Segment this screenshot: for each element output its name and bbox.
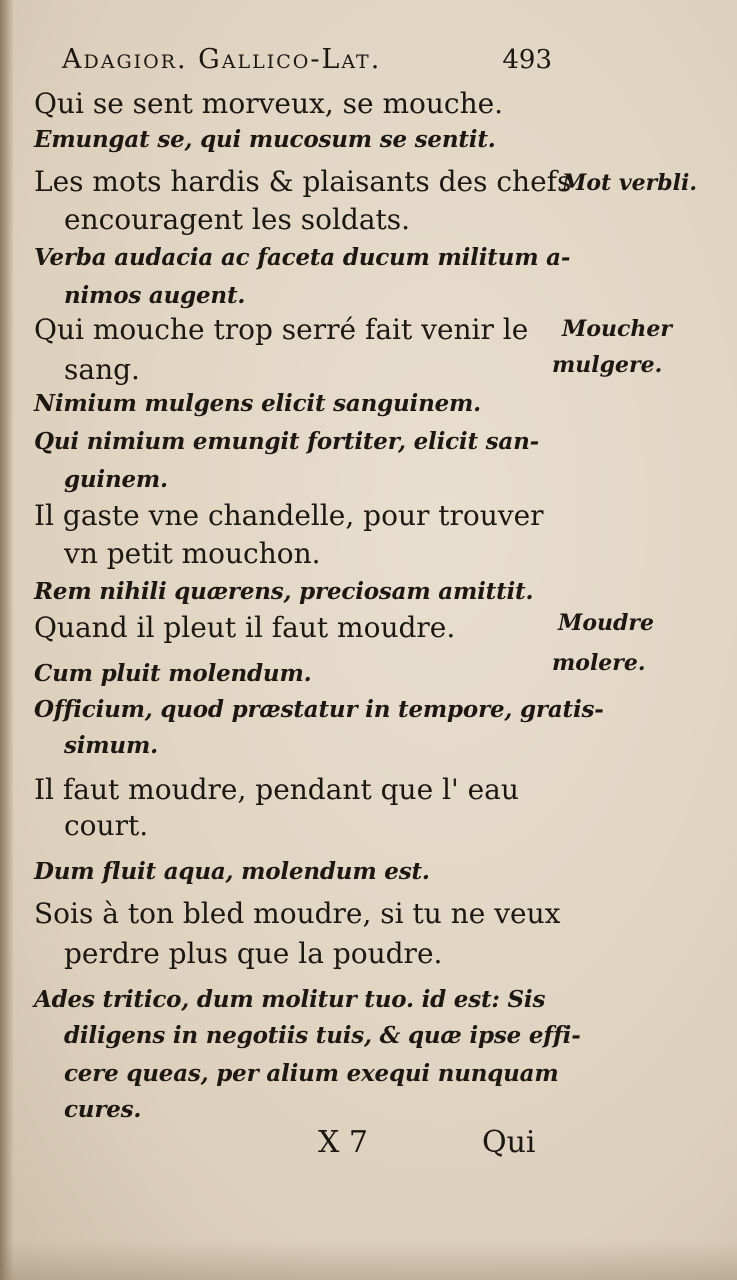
running-head-title: Adagior. Gallico-Lat.: [62, 44, 382, 75]
text-line: sang.: [64, 353, 140, 386]
text-line: perdre plus que la poudre.: [64, 937, 443, 970]
text-line: simum.: [64, 732, 158, 759]
text-line: cere queas, per alium exequi nunquam: [64, 1060, 559, 1087]
text-line: Rem nihili quærens, preciosam amittit.: [34, 578, 534, 605]
margin-note: molere.: [552, 650, 646, 676]
catchword: Qui: [482, 1125, 536, 1160]
text-line: Cum pluit molendum.: [34, 660, 312, 687]
text-line: Dum fluit aqua, molendum est.: [34, 858, 430, 885]
text-line: diligens in negotiis tuis, & quæ ipse effi-: [64, 1022, 581, 1049]
text-line: Verba audacia ac faceta ducum militum a-: [34, 244, 571, 271]
page-number: 493: [502, 45, 552, 75]
margin-note: mulgere.: [552, 352, 663, 378]
text-line: nimos augent.: [64, 282, 246, 309]
text-line: Il faut moudre, pendant que l' eau: [34, 773, 519, 806]
text-line: court.: [64, 809, 149, 842]
text-line: cures.: [64, 1096, 142, 1123]
text-line: Les mots hardis & plaisants des chefs: [34, 165, 572, 198]
margin-note: Moucher: [562, 316, 672, 342]
page-binding-edge: [0, 0, 14, 1280]
text-line: Quand il pleut il faut moudre.: [34, 611, 456, 644]
text-line: Officium, quod præstatur in tempore, gratis-: [34, 696, 604, 723]
margin-note: Moudre: [558, 610, 654, 636]
text-line: Qui nimium emungit fortiter, elicit san-: [34, 428, 539, 455]
signature-mark: X 7: [318, 1125, 368, 1160]
page-shadow: [0, 1240, 737, 1280]
text-line: Qui se sent morveux, se mouche.: [34, 87, 504, 120]
text-line: vn petit mouchon.: [64, 537, 321, 570]
margin-note: Mot verbli.: [562, 170, 697, 196]
text-line: Emungat se, qui mucosum se sentit.: [34, 126, 496, 153]
text-line: Ades tritico, dum molitur tuo. id est: Sis: [34, 986, 546, 1013]
text-line: guinem.: [64, 466, 168, 493]
text-line: Qui mouche trop serré fait venir le: [34, 313, 529, 346]
text-line: Il gaste vne chandelle, pour trouver: [34, 499, 544, 532]
running-head: [62, 44, 552, 75]
text-line: encouragent les soldats.: [64, 203, 411, 236]
text-line: Nimium mulgens elicit sanguinem.: [34, 390, 481, 417]
text-line: Sois à ton bled moudre, si tu ne veux: [34, 897, 561, 930]
